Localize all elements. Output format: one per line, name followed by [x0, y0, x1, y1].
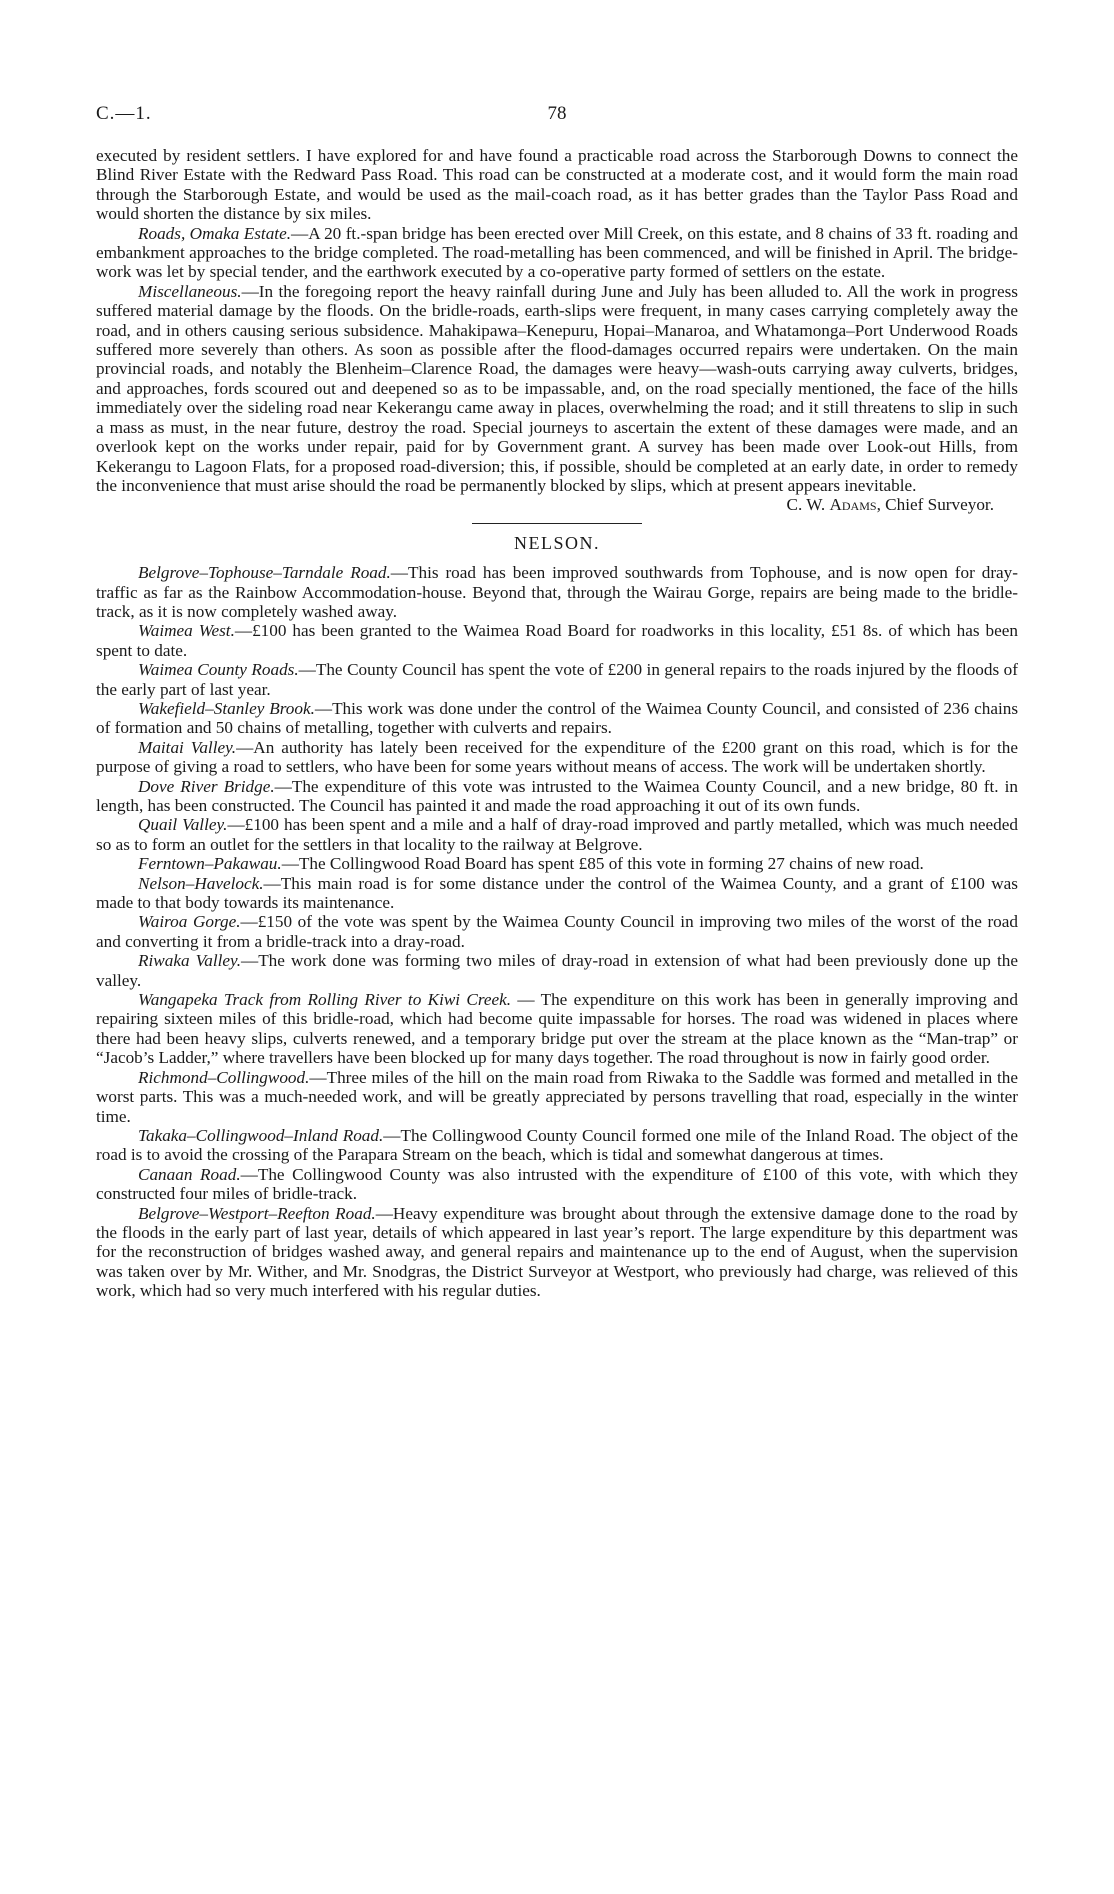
entry-body: —The Collingwood Road Board has spent £85 of this vote in forming 27 chains of new road. [281, 854, 924, 874]
entry-title: Dove River Bridge. [138, 776, 275, 796]
entry-title: Canaan Road. [138, 1164, 241, 1184]
entry-body: —This main road is for some distance under the control of the Waimea County, and a grant of £100 was made to that body towards its maintenance. [96, 873, 1018, 913]
signature-title: , Chief Surveyor. [876, 495, 994, 515]
nelson-entry [96, 1204, 1018, 1301]
nelson-entry [96, 815, 1018, 854]
entry-body: —This road has been improved southwards from Tophouse, and is now open for dray-traffic as far as the Rainbow Accommodation-house. Beyond that, through the Wairau Gorge, repairs are being made to the bridle-track, as it is now completely washed away. [96, 563, 1018, 621]
nelson-entry [96, 854, 1018, 873]
nelson-entry [96, 1165, 1018, 1204]
paragraph-miscellaneous [96, 282, 1018, 495]
nelson-entry [96, 1126, 1018, 1165]
entry-body: —£150 of the vote was spent by the Waimea County Council in improving two miles of the worst of the road and converting it from a bridle-track into a dray-road. [96, 912, 1018, 951]
entry-title: Wairoa Gorge. [138, 912, 241, 932]
entry-title: Wangapeka Track from Rolling River to Kiwi Creek. [138, 990, 512, 1010]
nelson-entry [96, 621, 1018, 660]
entry-title: Waimea West. [138, 621, 235, 641]
entry-body: —The Collingwood County was also intrusted with the expenditure of £100 of this vote, with which they constructed four miles of bridle-track. [96, 1164, 1018, 1204]
paragraph-title: Roads, Omaka Estate. [138, 223, 292, 243]
document-page [96, 104, 1018, 1301]
nelson-entry [96, 777, 1018, 816]
entry-body: —The Collingwood County Council formed one mile of the Inland Road. The object of the road is to avoid the crossing of the Parapara Stream on the beach, which is tidal and somewhat dangerous at times. [96, 1125, 1018, 1165]
document-reference: C.—1. [96, 103, 152, 124]
entry-body: —£100 has been granted to the Waimea Road Board for roadworks in this locality, £51 8s. of which has been spent to date. [96, 621, 1018, 660]
signature [96, 495, 1018, 514]
nelson-entry [96, 990, 1018, 1068]
nelson-entries [96, 563, 1018, 1300]
nelson-entry [96, 1068, 1018, 1126]
nelson-entry [96, 738, 1018, 777]
entry-title: Belgrove–Tophouse–Tarndale Road. [138, 563, 391, 583]
nelson-entry [96, 951, 1018, 990]
nelson-entry [96, 660, 1018, 699]
nelson-entry [96, 699, 1018, 738]
entry-title: Ferntown–Pakawau. [138, 854, 282, 874]
paragraph-body: —A 20 ft.-span bridge has been erected over Mill Creek, on this estate, and 8 chains of 33 ft. roading and embankment approaches to the bridge completed. The road-metalling has been commenced, and will be finished in April. The bridge-work was let by special tender, and the earthwork executed by a co-operative party formed of settlers on the estate. [96, 223, 1018, 282]
entry-title: Belgrove–Westport–Reefton Road. [138, 1203, 376, 1223]
entry-title: Maitai Valley. [138, 737, 237, 757]
entry-title: Richmond–Collingwood. [138, 1067, 310, 1087]
entry-title: Waimea County Roads. [138, 660, 299, 680]
signature-initials: C. W. [786, 495, 826, 515]
entry-body: —Three miles of the hill on the main road from Riwaka to the Saddle was formed and metalled in the worst parts. This was a much-needed work, and will be greatly appreciated by persons travelling that road, especially in the winter time. [96, 1067, 1018, 1126]
paragraph-omaka-estate [96, 224, 1018, 282]
section-divider [472, 523, 642, 524]
entry-body: —The expenditure of this vote was intrusted to the Waimea County Council, and a new bridge, 80 ft. in length, has been constructed. The Council has painted it and made the road approaching it out of its own funds. [96, 776, 1019, 815]
section-heading-nelson: NELSON. [514, 532, 600, 553]
paragraph-continuation: executed by resident settlers. I have explored for and have found a practicable road across the Starborough Downs to connect the Blind River Estate with the Redward Pass Road. This road can be constructed at a moderate cost, and it would form the main road through the Starborough Estate, and would be used as the mail-coach road, as it has better grades than the Taylor Pass Road and would shorten the distance by six miles. [96, 146, 1018, 224]
paragraph-title: Miscellaneous. [138, 281, 242, 301]
entry-body: —This work was done under the control of the Waimea County Council, and consisted of 236 chains of formation and 50 chains of metalling, together with culverts and repairs. [96, 698, 1019, 738]
entry-body: —The County Council has spent the vote of £200 in general repairs to the roads injured by the floods of the early part of last year. [96, 660, 1018, 699]
entry-body: — The expenditure on this work has been in generally improving and repairing sixteen miles of this bridle-road, which had become quite impassable for horses. The road was widened in places where there had been heavy slips, culverts renewed, and a temporary bridge put over the stream at the place known as the “Man-trap” or “Jacob’s Ladder,” where travellers have been blocked up for many days together. The road throughout is now in fairly good order. [96, 990, 1018, 1068]
entry-title: Takaka–Collingwood–Inland Road. [138, 1125, 384, 1145]
nelson-entry [96, 874, 1018, 913]
entry-body: —Heavy expenditure was brought about through the extensive damage done to the road by the floods in the early part of last year, details of which appeared in last year’s report. The large expenditure by this department was for the reconstruction of bridges washed away, and general repairs and maintenance up to the end of August, when the supervision was taken over by Mr. Wither, and Mr. Snodgras, the District Surveyor at Westport, who previously had charge, was relieved of this work, which had so very much interfered with his regular duties. [96, 1203, 1019, 1301]
entry-body: —The work done was forming two miles of dray-road in extension of what had been previously done up the valley. [96, 951, 1018, 990]
paragraph-body: —In the foregoing report the heavy rainfall during June and July has been alluded to. All the work in progress suffered material damage by the floods. On the bridle-roads, earth-slips were frequent, in many cases carrying completely away the road, and in others causing serious subsidence. Mahakipawa–Kenepuru, Hopai–Manaroa, and Whatamonga–Port Underwood Roads suffered more severely than others. As soon as possible after the flood-damages occurred repairs were undertaken. On the main provincial roads, and notably the Blenheim–Clarence Road, the damages were heavy—wash-outs carrying away culverts, bridges, and approaches, fords scoured out and deepened so as to be impassable, and, on the road specially mentioned, the face of the hills immediately over the sideling road near Kekerangu came away in places, overwhelming the road; and it still threatens to slip in such a mass as must, in the near future, destroy the road. Special journeys to ascertain the extent of these damages were made, and an overlook kept on the works under repair, paid for by Government grant. A survey has been made over Look-out Hills, from Kekerangu to Lagoon Flats, for a proposed road-diversion; this, if possible, should be completed at an early date, in order to remedy the inconvenience that must arise should the road be permanently blocked by slips, which at present appears inevitable. [96, 281, 1018, 495]
entry-title: Nelson–Havelock. [138, 873, 264, 893]
nelson-entry [96, 912, 1018, 951]
page-header [96, 104, 1018, 132]
entry-body: —£100 has been spent and a mile and a half of dray-road improved and partly metalled, which was much needed so as to form an outlet for the settlers in that locality to the railway at Belgrove. [96, 815, 1018, 854]
entry-title: Quail Valley. [138, 815, 228, 835]
entry-title: Riwaka Valley. [138, 951, 241, 971]
signature-name: Adams [829, 495, 877, 515]
nelson-entry [96, 563, 1018, 621]
entry-body: —An authority has lately been received for the expenditure of the £200 grant on this road, which is for the purpose of giving a road to settlers, who have been for some years without means of access. The work will be undertaken shortly. [96, 737, 1018, 777]
page-number: 78 [547, 103, 567, 124]
entry-title: Wakefield–Stanley Brook. [138, 698, 315, 718]
